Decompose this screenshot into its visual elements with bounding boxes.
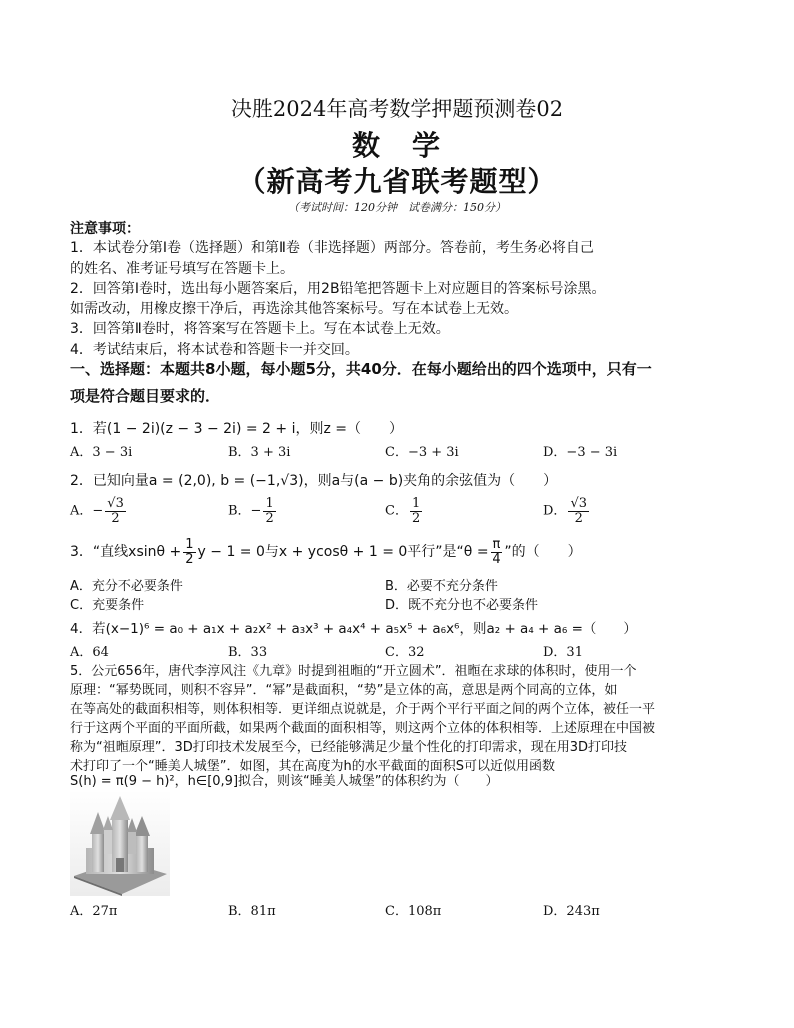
question-2-option-b [228, 497, 278, 525]
option-c-label: C． [385, 503, 408, 519]
exam-type-title: （新高考九省联考题型） [237, 165, 557, 198]
question-1-option-a: A．3 − 3i [70, 445, 133, 460]
option-d-numerator: √3 [570, 496, 587, 511]
question-3-stem [70, 538, 582, 566]
question-5-option-d: D．243π [543, 904, 600, 919]
question-3-option-a: A．充分不必要条件 [70, 579, 183, 594]
question-5-line-3: 在等高处的截面积相等，则体积相等．更详细点说就是，介于两个平行平面之间的两个立体，被任一平 [70, 702, 656, 717]
option-b-fraction [263, 497, 275, 525]
question-1-option-b: B．3 + 3i [228, 445, 291, 460]
question-5-option-c: C．108π [385, 904, 442, 919]
question-1-option-d: D．−3 − 3i [543, 445, 618, 460]
q3-fraction-half [183, 538, 195, 566]
question-2-option-d [543, 497, 591, 525]
section-1-heading-a: 一、选择题：本题共8小题，每小题5分，共40分．在每小题给出的四个选项中，只有一 [70, 360, 652, 378]
q3-fraction-half-den: 2 [185, 551, 194, 567]
question-5-line-4: 行于这两个平面的平面所截，如果两个截面的面积相等，则这两个立体的体积相等．上述原理在中国被 [70, 721, 656, 736]
question-5-line-1: 5．公元656年，唐代李淳风注《九章》时提到祖暅的“开立圆术”．祖暅在求球的体积时，使用一个 [70, 664, 637, 679]
option-b-denominator: 2 [265, 510, 274, 526]
question-4-option-b: B．33 [228, 645, 268, 660]
q3-stem-part-c: ”的（ ） [504, 544, 582, 561]
question-4-option-c: C．32 [385, 645, 425, 660]
castle-tower-right [136, 836, 148, 872]
q3-fraction-pi-den: 4 [492, 551, 501, 567]
question-5-line-6: 术打印了一个“睡美人城堡”．如图，其在高度为h的水平截面的面积S可以近似用函数 [70, 759, 555, 774]
option-d-label: D． [543, 503, 567, 519]
question-5-line-2: 原理：“幂势既同，则积不容异”．“幂”是截面积，“势”是立体的高，意思是两个同高的立体，如 [70, 683, 618, 698]
option-b-label: B．− [228, 503, 262, 519]
exam-title: 决胜2024年高考数学押题预测卷02 [230, 97, 564, 121]
option-a-fraction [105, 497, 126, 525]
q3-fraction-half-num: 1 [185, 537, 194, 552]
question-2-stem: 2．已知向量a = (2,0), b = (−1,√3)，则a与(a − b)夹角的余弦值为（ ） [70, 473, 558, 489]
q3-fraction-pi-quarter [491, 538, 503, 566]
question-1-stem: 1．若(1 − 2i)(z − 3 − 2i) = 2 + i，则z =（ ） [70, 421, 403, 437]
option-d-denominator: 2 [574, 510, 583, 526]
question-3-option-b: B．必要不充分条件 [385, 579, 498, 594]
notes-heading: 注意事项： [70, 221, 140, 237]
option-a-denominator: 2 [111, 510, 120, 526]
exam-info: （考试时间：120分钟 试卷满分：150分） [288, 201, 506, 214]
question-3-option-d: D．既不充分也不必要条件 [385, 598, 539, 613]
castle-image [70, 790, 170, 896]
question-5-line-7: S(h) = π(9 − h)²，h∈[0,9]拟合，则该“睡美人城堡”的体积约为（ ） [70, 774, 499, 789]
question-2-option-c [385, 497, 424, 525]
question-5-option-b: B．81π [228, 904, 276, 919]
note-2b: 如需改动，用橡皮擦干净后，再选涂其他答案标号。写在本试卷上无效。 [70, 301, 518, 317]
question-4-option-a: A．64 [70, 645, 109, 660]
question-5-option-a: A．27π [70, 904, 118, 919]
option-a-numerator: √3 [107, 496, 124, 511]
q3-stem-part-b: y − 1 = 0与x + ycosθ + 1 = 0平行”是“θ = [197, 544, 489, 561]
castle-turret-a [104, 830, 112, 854]
castle-tower-left [92, 834, 104, 872]
castle-gate [116, 858, 124, 872]
q3-fraction-pi-num: π [492, 537, 501, 552]
note-3: 3．回答第Ⅱ卷时，将答案写在答题卡上。写在本试卷上无效。 [70, 321, 450, 337]
option-c-denominator: 2 [411, 510, 421, 526]
note-2a: 2．回答第Ⅰ卷时，选出每小题答案后，用2B铅笔把答题卡上对应题目的答案标号涂黑。 [70, 281, 606, 297]
note-1b: 的姓名、准考证号填写在答题卡上。 [70, 261, 294, 277]
question-5-line-5: 称为“祖暅原理”．3D打印技术发展至今，已经能够满足少量个性化的打印需求，现在用3D打印技 [70, 740, 628, 755]
question-3-option-c: C．充要条件 [70, 598, 145, 613]
option-c-fraction [410, 497, 422, 525]
option-d-fraction [568, 497, 589, 525]
question-4-stem: 4．若(x−1)⁶ = a₀ + a₁x + a₂x² + a₃x³ + a₄x⁴ + a₅x⁵ + a₆x⁶，则a₂ + a₄ + a₆ =（ ） [70, 621, 637, 637]
option-a-label: A．− [70, 503, 104, 519]
section-1-heading-b: 项是符合题目要求的． [70, 387, 221, 405]
option-b-numerator: 1 [265, 496, 274, 511]
q3-stem-part-a: 3．“直线xsinθ + [70, 544, 182, 561]
question-1-option-c: C．−3 + 3i [385, 445, 459, 460]
option-c-numerator: 1 [411, 496, 421, 511]
subject-title: 数 学 [351, 129, 442, 162]
note-1a: 1．本试卷分第Ⅰ卷（选择题）和第Ⅱ卷（非选择题）两部分。答卷前，考生务必将自己 [70, 240, 594, 256]
castle-turret-b [128, 832, 136, 854]
question-4-option-d: D．31 [543, 645, 583, 660]
question-2-option-a [70, 497, 128, 525]
note-4: 4．考试结束后，将本试卷和答题卡一并交回。 [70, 342, 359, 358]
